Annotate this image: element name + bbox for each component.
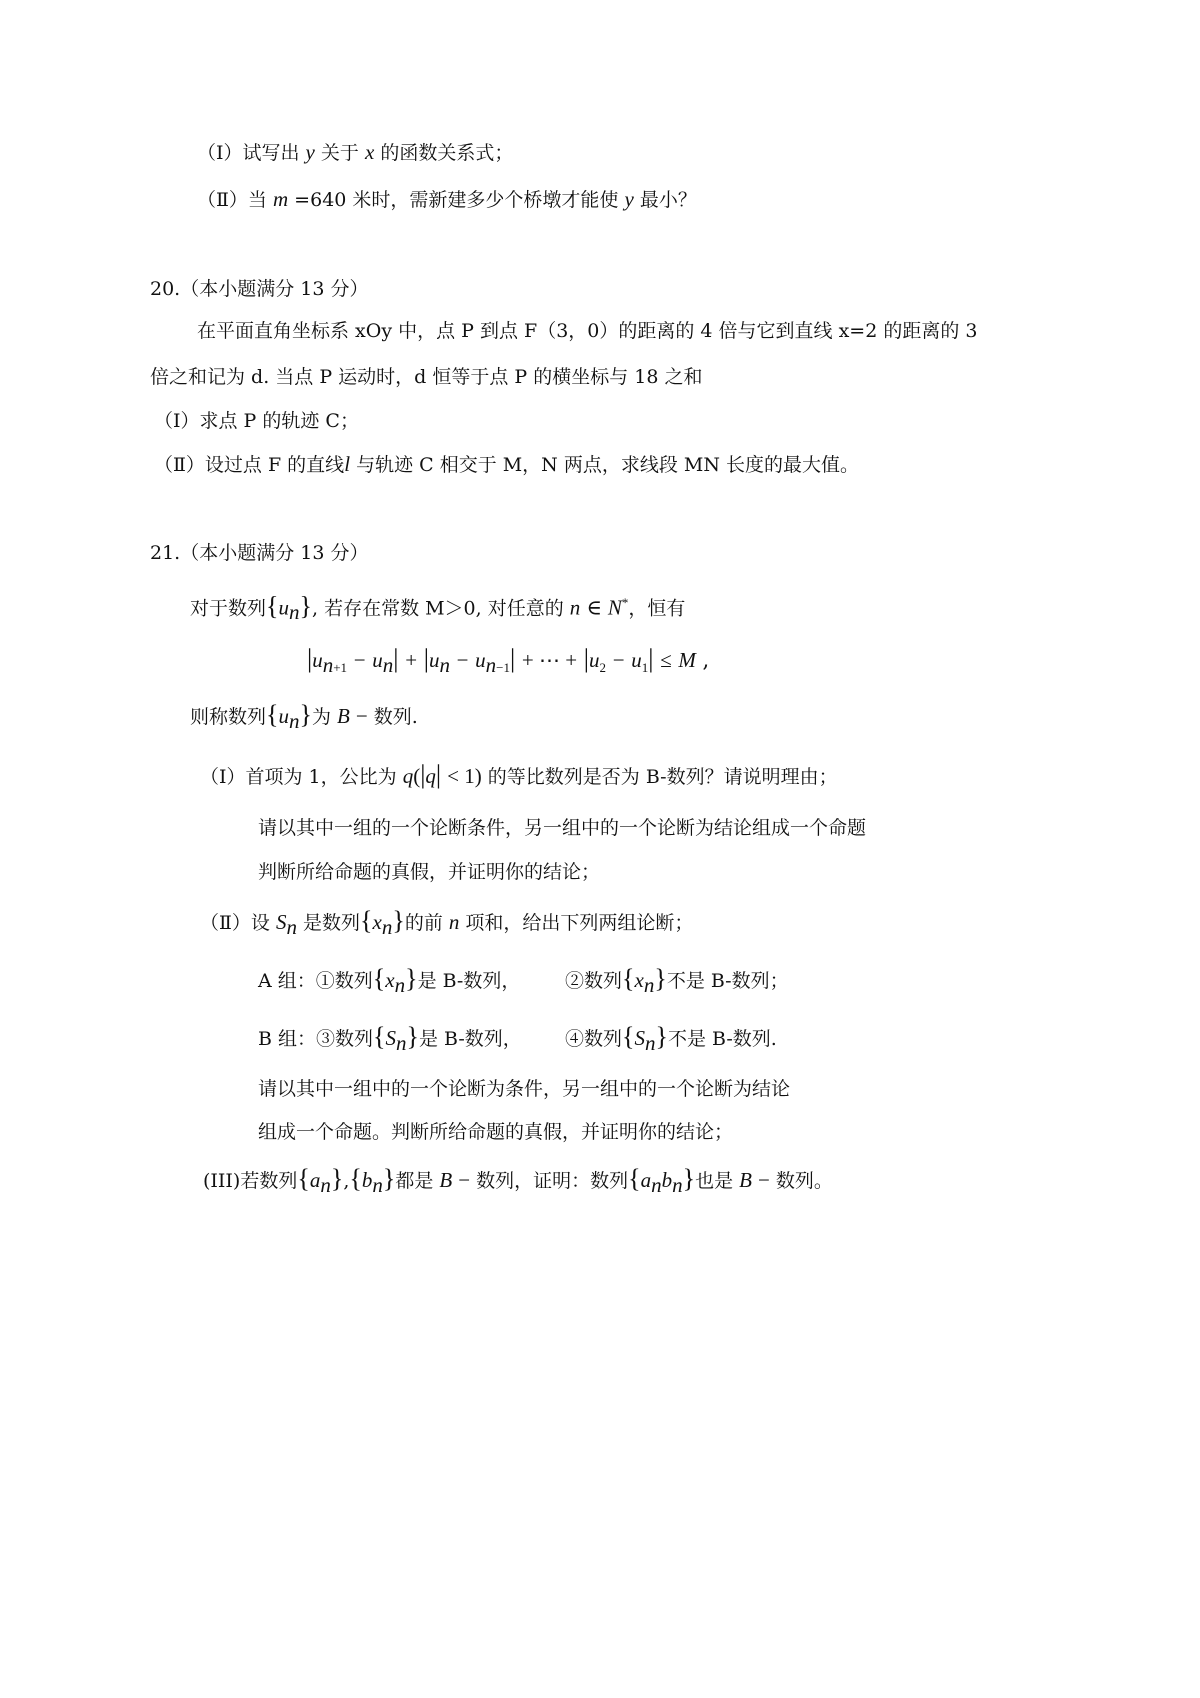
q21-header: 21.（本小题满分 13 分） bbox=[150, 542, 369, 564]
q21-group-a-1: A 组：①数列$\{x_n\}$是 B-数列， bbox=[258, 964, 521, 997]
q21-part1-note1: 请以其中一组的一个论断条件，另一组中的一个论断为结论组成一个命题 bbox=[258, 817, 867, 839]
q21-part1: （Ⅰ）首项为 1，公比为 q(|q| < 1) 的等比数列是否为 B-数列？请说明理由； bbox=[200, 760, 838, 789]
q21-part2: （Ⅱ）设 $S_n$ 是数列$\{x_n\}$的前 n 项和，给出下列两组论断； bbox=[200, 906, 694, 939]
q20-header: 20.（本小题满分 13 分） bbox=[150, 278, 369, 300]
q21-part3: (III)若数列$\{a_n\},\{b_n\}$都是 B − 数列，证明：数列$\{a_nb_n\}$也是 B − 数列。 bbox=[203, 1164, 833, 1197]
q21-inequality: $|u_{n+1} - u_n| + |u_n - u_{n-1}|$ + ⋯ + $|u_2 - u_1| \le M$ , bbox=[307, 644, 710, 678]
q21-def-conclusion: 则称数列$\{u_n\}$为 B − 数列. bbox=[190, 700, 418, 733]
q20-stem-line1: 在平面直角坐标系 xOy 中，点 P 到点 F（3，0）的距离的 4 倍与它到直线 x=2 的距离的 3 bbox=[197, 320, 978, 342]
q21-group-b-2: ④数列$\{S_n\}$不是 B-数列. bbox=[565, 1022, 777, 1055]
q21-part2-note1: 请以其中一组中的一个论断为条件，另一组中的一个论断为结论 bbox=[258, 1078, 791, 1100]
q21-part2-note2: 组成一个命题。判断所给命题的真假，并证明你的结论； bbox=[258, 1121, 734, 1143]
q21-part1-note2: 判断所给命题的真假，并证明你的结论； bbox=[258, 861, 601, 883]
q20-part1: （Ⅰ）求点 P 的轨迹 C； bbox=[154, 410, 359, 432]
q21-definition: 对于数列$\{u_n\}$, 若存在常数 M＞0, 对任意的 n ∈ N*，恒有 bbox=[190, 591, 686, 625]
q20-stem-line2: 倍之和记为 d. 当点 P 运动时，d 恒等于点 P 的横坐标与 18 之和 bbox=[150, 366, 703, 388]
q19-part2: （Ⅱ）当 m =640 米时，需新建多少个桥墩才能使 y 最小？ bbox=[197, 187, 697, 211]
q21-group-b-1: B 组：③数列$\{S_n\}$是 B-数列， bbox=[258, 1022, 522, 1055]
q21-group-a-2: ②数列$\{x_n\}$不是 B-数列； bbox=[565, 964, 789, 997]
q20-part2: （Ⅱ）设过点 F 的直线l 与轨迹 C 相交于 M，N 两点，求线段 MN 长度的最大值。 bbox=[154, 452, 860, 476]
q19-part1: （Ⅰ）试写出 y 关于 x 的函数关系式； bbox=[197, 140, 514, 164]
